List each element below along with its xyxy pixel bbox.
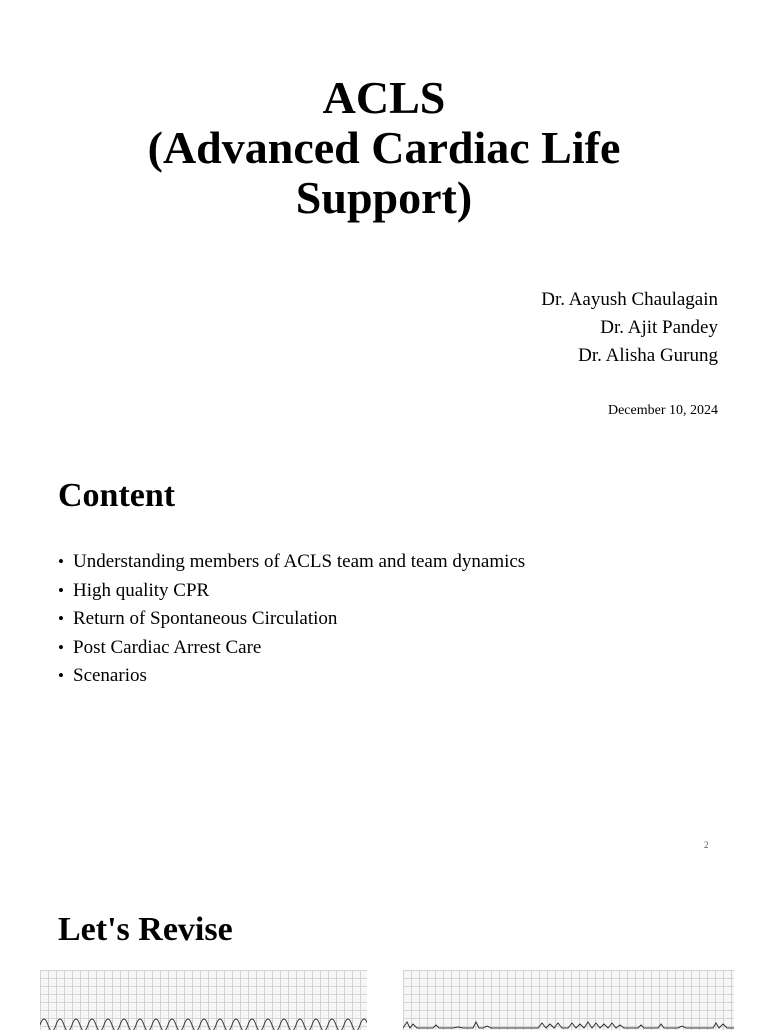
author-2: Dr. Ajit Pandey bbox=[600, 317, 718, 338]
list-item bbox=[58, 662, 525, 691]
list-item-text: Scenarios bbox=[73, 665, 147, 686]
presentation-date: December 10, 2024 bbox=[607, 403, 718, 418]
ecg-waveform-left bbox=[40, 970, 367, 1030]
bullet-icon: • bbox=[58, 552, 64, 571]
bullet-icon: • bbox=[58, 609, 64, 628]
list-item-text: Return of Spontaneous Circulation bbox=[73, 608, 338, 629]
title-line-1: ACLS bbox=[322, 72, 446, 123]
content-slide bbox=[0, 440, 768, 860]
content-heading: Content bbox=[58, 477, 176, 514]
author-1: Dr. Aayush Chaulagain bbox=[541, 289, 718, 310]
bullet-icon: • bbox=[58, 580, 64, 600]
ecg-strip-right bbox=[403, 970, 734, 1030]
revise-heading: Let's Revise bbox=[58, 911, 233, 948]
bullet-icon: • bbox=[58, 637, 64, 657]
content-bullet-list bbox=[58, 548, 525, 691]
bullet-icon: • bbox=[58, 666, 64, 685]
ecg-strip-left bbox=[40, 970, 367, 1030]
ecg-waveform-right bbox=[403, 970, 734, 1030]
title-line-2: (Advanced Cardiac Life bbox=[147, 122, 621, 173]
list-item-text: High quality CPR bbox=[73, 579, 210, 601]
title-line-3: Support) bbox=[295, 172, 473, 223]
page-number: 2 bbox=[704, 840, 709, 850]
revise-slide bbox=[0, 860, 768, 1024]
list-item bbox=[58, 577, 525, 606]
list-item-text: Post Cardiac Arrest Care bbox=[73, 636, 262, 658]
list-item bbox=[58, 605, 525, 634]
list-item bbox=[58, 634, 525, 663]
list-item bbox=[58, 548, 525, 577]
author-3: Dr. Alisha Gurung bbox=[578, 345, 718, 366]
list-item-text: Understanding members of ACLS team and team dynamics bbox=[73, 551, 526, 572]
title-slide bbox=[0, 0, 768, 440]
